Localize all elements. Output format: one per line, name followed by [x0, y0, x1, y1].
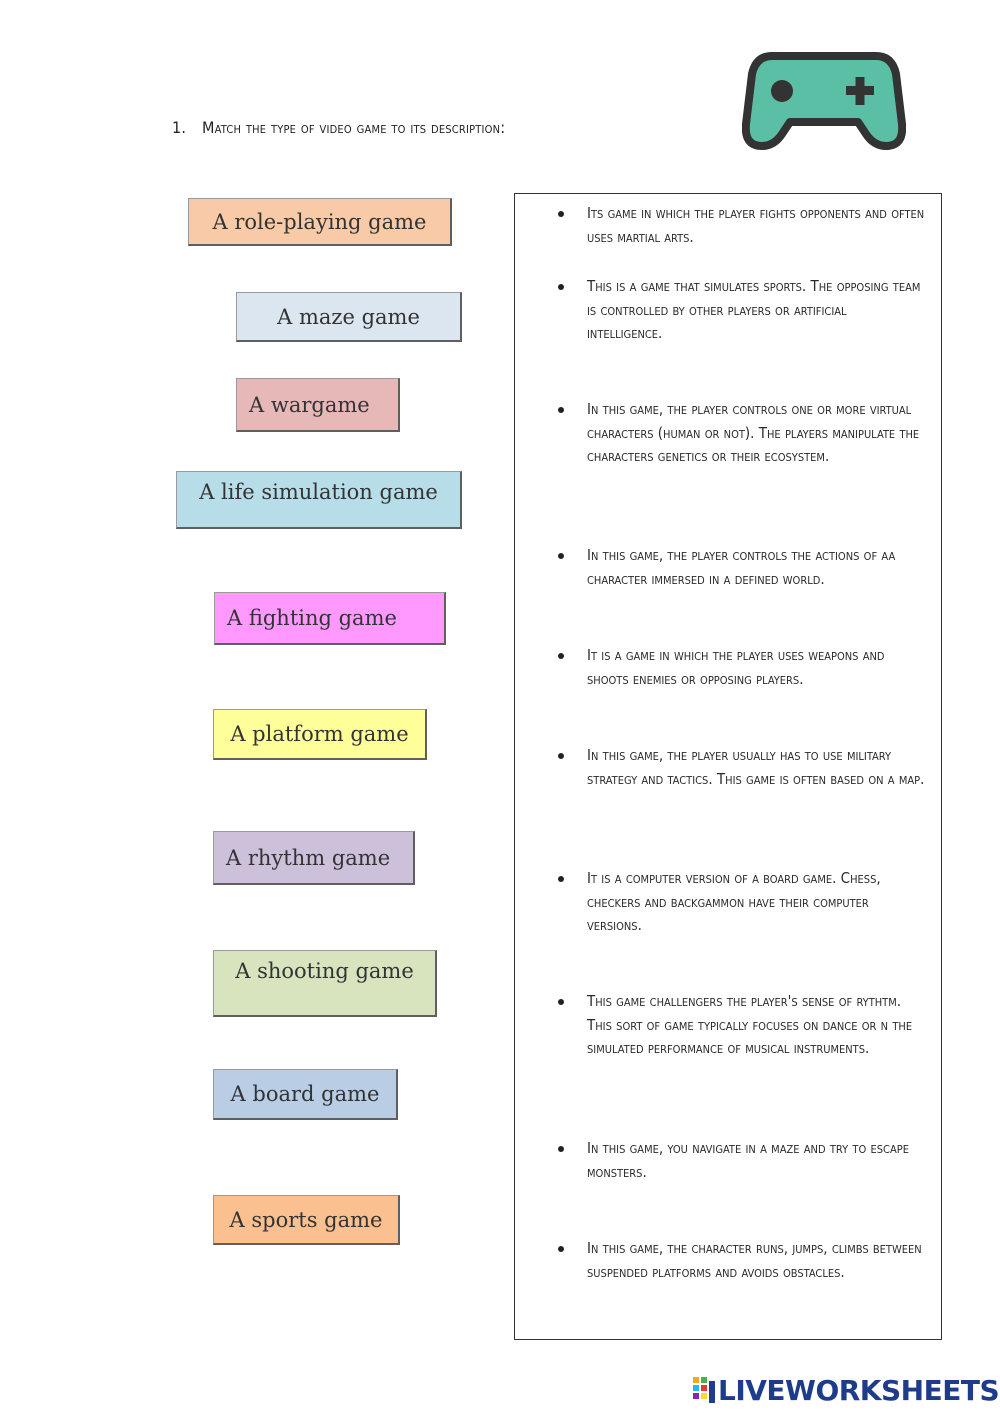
description-item[interactable]	[587, 275, 925, 346]
bullet-icon	[558, 653, 564, 659]
description-text: It is a computer version of a board game. Chess, checkers and backgammon have their computer versions.	[587, 869, 881, 934]
description-item[interactable]	[587, 202, 925, 249]
description-text: In this game, the player controls one or more virtual characters (human or not). The players manipulate the characters genetics or their ecosystem.	[587, 400, 920, 465]
game-type-label: A platform game	[230, 722, 409, 746]
game-type-card-life-simulation[interactable]	[176, 471, 462, 529]
game-type-card-maze[interactable]	[236, 292, 462, 342]
game-type-card-fighting[interactable]	[214, 592, 446, 645]
game-type-label: A maze game	[277, 304, 420, 329]
game-type-card-sports[interactable]	[213, 1195, 400, 1245]
bullet-icon	[558, 553, 564, 559]
game-type-label: A life simulation game	[199, 480, 438, 504]
game-type-card-board[interactable]	[213, 1069, 398, 1120]
game-type-label: A wargame	[249, 392, 370, 417]
description-text: In this game, the player controls the actions of aa character immersed in a defined world.	[587, 546, 896, 588]
game-type-card-platform[interactable]	[213, 709, 427, 760]
instruction	[172, 118, 505, 137]
bullet-icon	[558, 407, 564, 413]
description-item[interactable]	[587, 544, 925, 591]
description-item[interactable]	[587, 867, 925, 938]
description-text: This is a game that simulates sports. The opposing team is controlled by other players or artificial intelligence.	[587, 277, 921, 342]
description-text: In this game, the character runs, jumps, climbs between suspended platforms and avoids obstacles.	[587, 1239, 922, 1281]
description-item[interactable]	[587, 398, 925, 469]
bullet-icon	[558, 211, 564, 217]
description-item[interactable]	[587, 744, 925, 791]
game-type-card-shooting[interactable]	[213, 950, 437, 1017]
bullet-icon	[558, 1146, 564, 1152]
bullet-icon	[558, 284, 564, 290]
instruction-text: Match the type of video game to its description:	[202, 118, 506, 137]
liveworksheets-logo-icon	[693, 1375, 715, 1405]
game-type-card-wargame[interactable]	[236, 378, 400, 432]
game-type-label: A role-playing game	[212, 209, 427, 234]
game-type-card-rhythm[interactable]	[213, 831, 415, 885]
game-type-label: A board game	[230, 1082, 380, 1106]
bullet-icon	[558, 753, 564, 759]
bullet-icon	[558, 876, 564, 882]
game-type-label: A rhythm game	[226, 845, 391, 870]
game-type-label: A fighting game	[227, 606, 397, 630]
description-item[interactable]	[587, 644, 925, 691]
bullet-icon	[558, 1246, 564, 1252]
description-text: In this game, you navigate in a maze and try to escape monsters.	[587, 1139, 909, 1181]
description-text: In this game, the player usually has to use military strategy and tactics. This game is often based on a map.	[587, 746, 925, 788]
game-type-label: A shooting game	[235, 959, 414, 983]
gamepad-icon	[742, 46, 906, 156]
liveworksheets-logo[interactable]	[693, 1372, 999, 1408]
description-item[interactable]	[587, 1237, 925, 1284]
game-type-card-role-playing[interactable]	[188, 198, 452, 246]
description-item[interactable]	[587, 990, 925, 1061]
description-text: It is a game in which the player uses weapons and shoots enemies or opposing players.	[587, 646, 885, 688]
logo-wordmark: LIVEWORKSHEETS	[718, 1373, 1000, 1407]
descriptions-box	[514, 193, 942, 1340]
instruction-number: 1.	[172, 118, 187, 137]
game-type-label: A sports game	[229, 1207, 383, 1232]
bullet-icon	[558, 999, 564, 1005]
description-text: Its game in which the player fights opponents and often uses martial arts.	[587, 204, 925, 246]
description-item[interactable]	[587, 1137, 925, 1184]
description-text: This game challengers the player's sense of rythtm. This sort of game typically focuses on dance or n the simulated performance of musical instruments.	[587, 992, 913, 1057]
